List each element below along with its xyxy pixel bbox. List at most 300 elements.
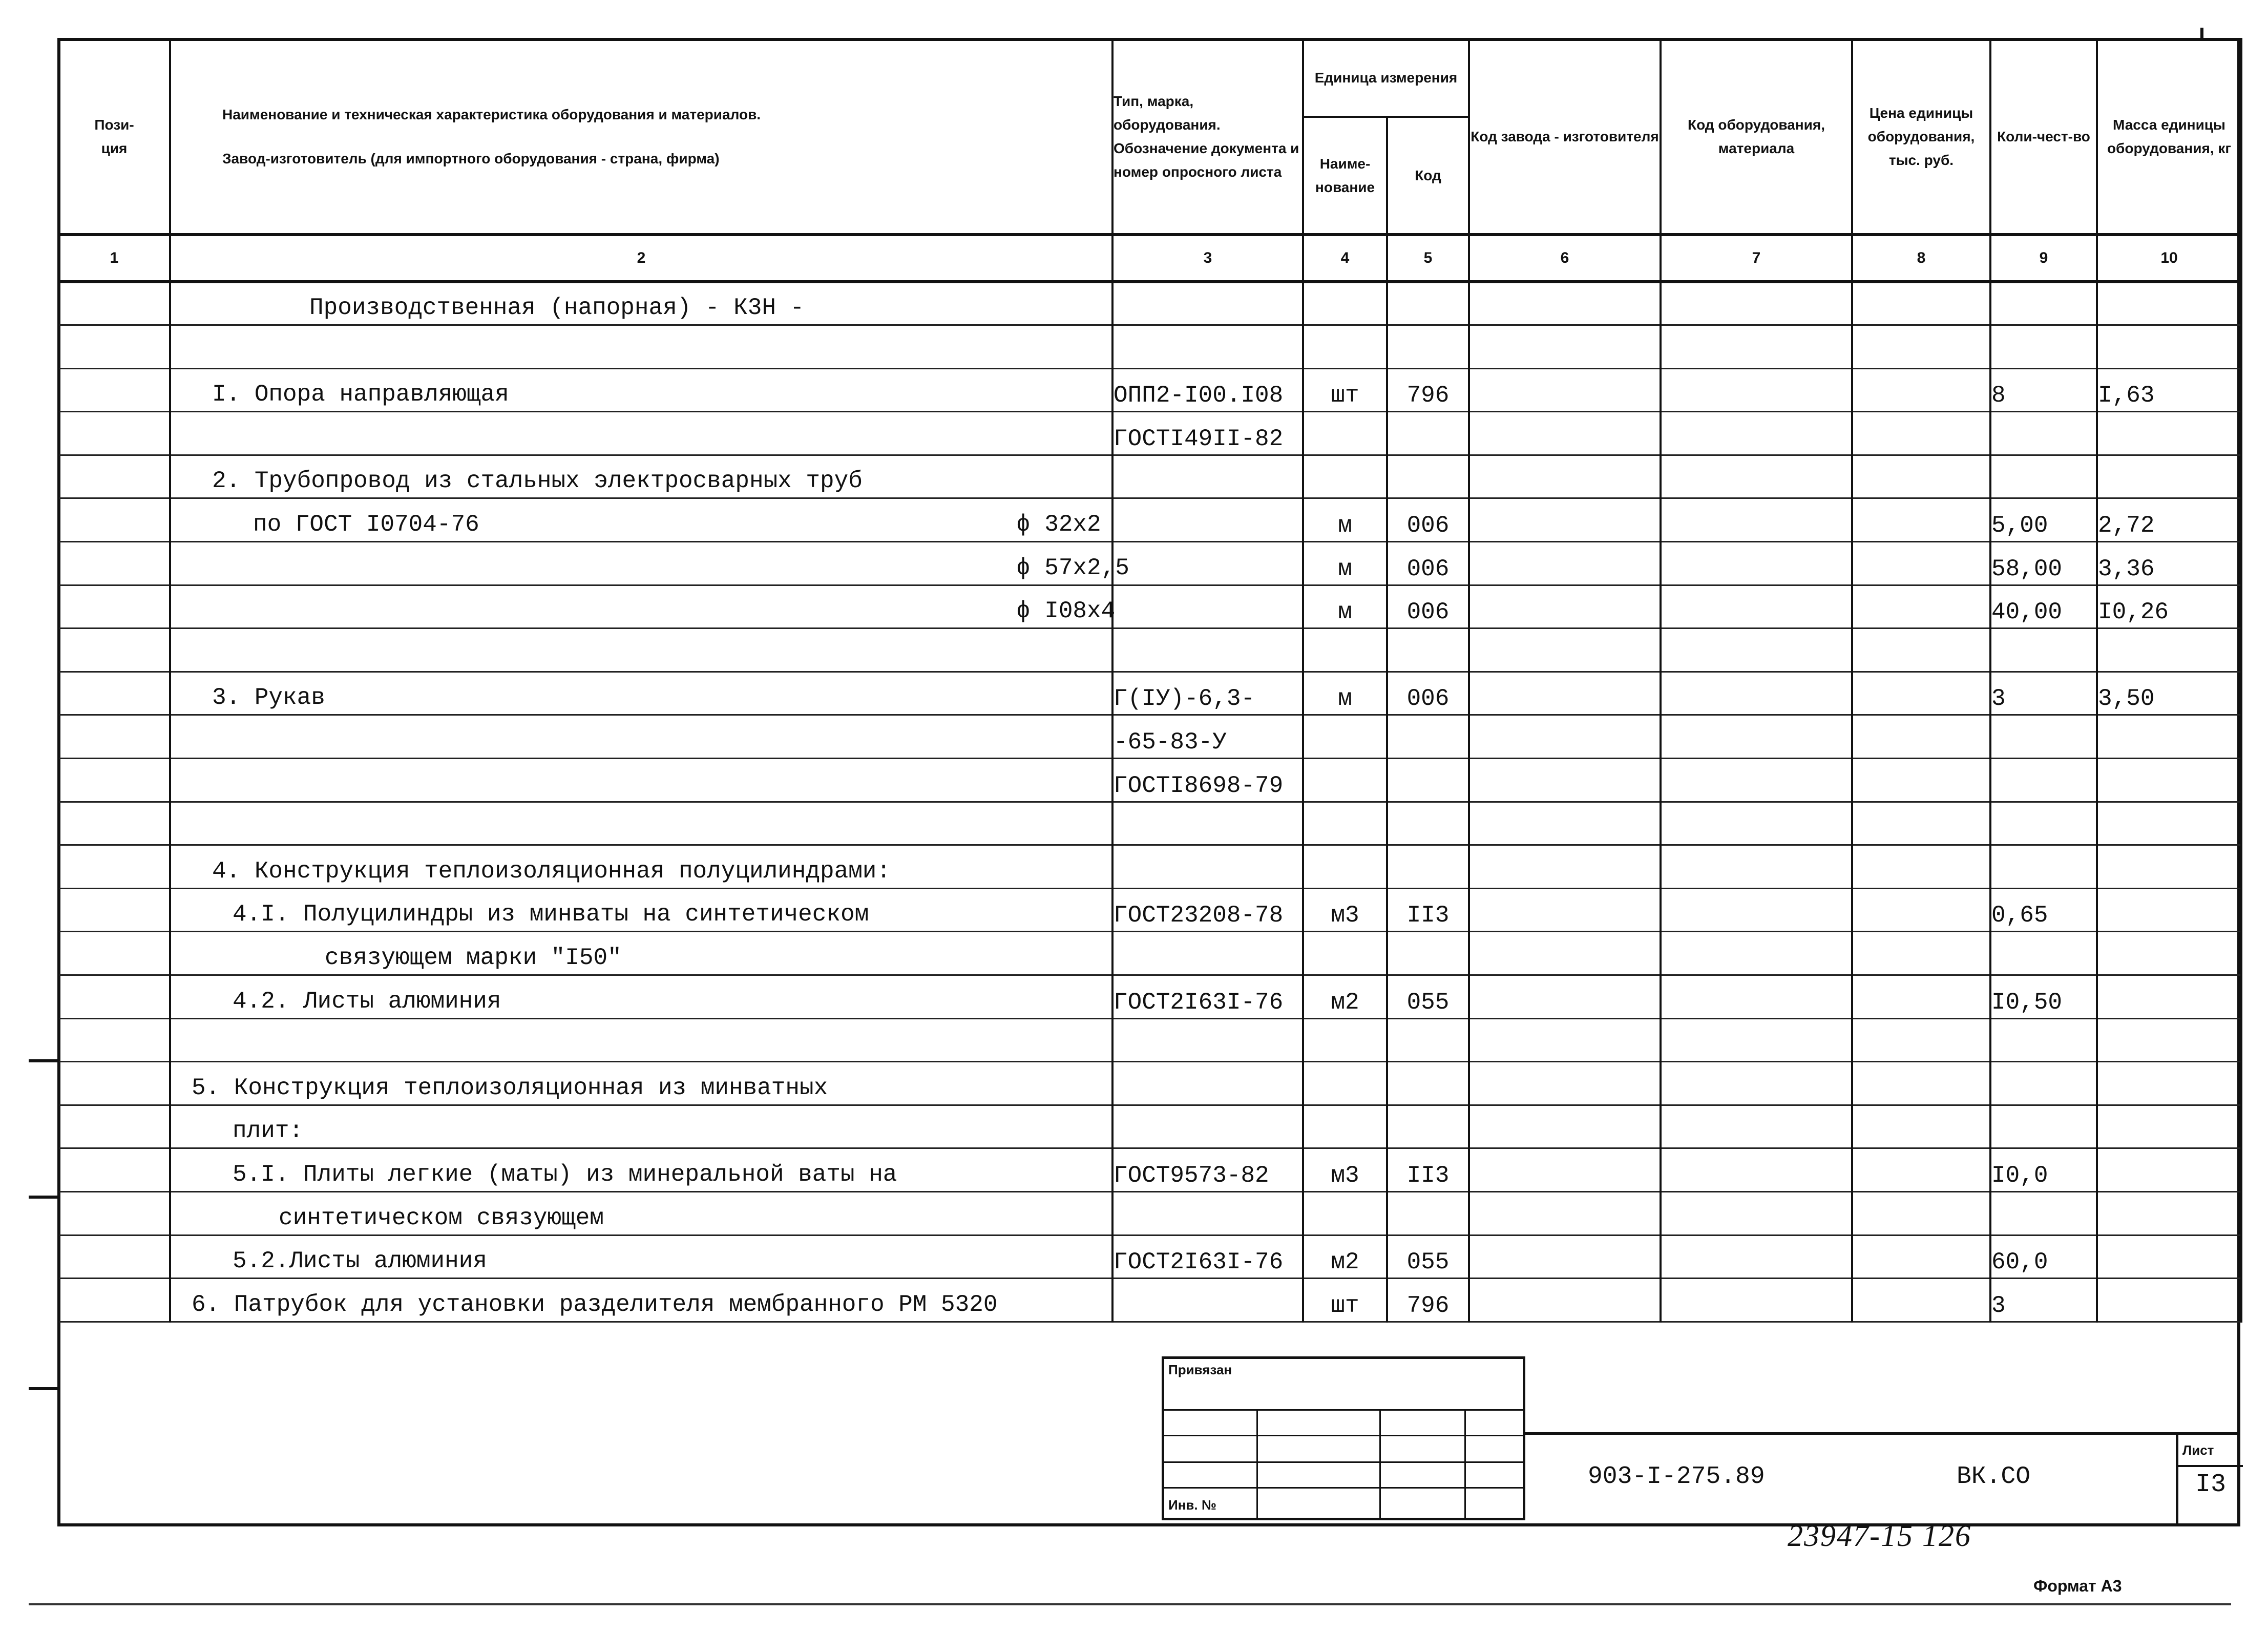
cell-price xyxy=(1852,1191,1990,1235)
cell-name xyxy=(170,1062,1112,1105)
cell-name xyxy=(170,1235,1112,1279)
cell-position xyxy=(58,759,170,802)
cell-unit-name xyxy=(1303,759,1387,802)
cell-position xyxy=(58,1018,170,1062)
table-row xyxy=(58,1235,2241,1279)
cell-factory-code xyxy=(1469,629,1661,672)
cell-unit-name xyxy=(1303,1018,1387,1062)
cell-name xyxy=(170,975,1112,1019)
cell-factory-code xyxy=(1469,585,1661,629)
cell-material-code xyxy=(1661,1105,1852,1148)
cell-material-code xyxy=(1661,498,1852,542)
header-unit-code: Код xyxy=(1387,117,1469,235)
document-section: ВК.СО xyxy=(1957,1463,2031,1491)
header-position: Пози- ция xyxy=(58,39,170,235)
cell-quantity: 0,65 xyxy=(1990,888,2097,932)
cell-factory-code xyxy=(1469,932,1661,975)
cell-unit-name xyxy=(1303,845,1387,889)
cell-position xyxy=(58,975,170,1019)
cell-position xyxy=(58,802,170,845)
cell-mass: I,63 xyxy=(2097,368,2241,412)
cell-unit-code: 055 xyxy=(1387,975,1469,1019)
sheet-number: I3 xyxy=(2195,1470,2226,1499)
table-row xyxy=(58,715,2241,759)
cell-factory-code xyxy=(1469,759,1661,802)
cell-unit-name xyxy=(1303,715,1387,759)
cell-unit-code xyxy=(1387,282,1469,325)
cell-price xyxy=(1852,542,1990,585)
cell-material-code xyxy=(1661,368,1852,412)
cell-unit-code xyxy=(1387,715,1469,759)
pipe-diameter: ϕ 57х2,5 xyxy=(1016,554,1129,581)
cell-type xyxy=(1112,629,1303,672)
cell-factory-code xyxy=(1469,455,1661,498)
cell-position xyxy=(58,932,170,975)
cell-unit-code xyxy=(1387,1191,1469,1235)
cell-position xyxy=(58,1105,170,1148)
sheet-divider xyxy=(2178,1465,2243,1467)
cell-quantity: 8 xyxy=(1990,368,2097,412)
cell-mass xyxy=(2097,282,2241,325)
cell-quantity xyxy=(1990,412,2097,455)
cell-unit-name: м xyxy=(1303,672,1387,715)
cell-unit-name: м3 xyxy=(1303,888,1387,932)
item-name: 5.2.Листы алюминия xyxy=(233,1248,487,1275)
cell-unit-name xyxy=(1303,932,1387,975)
table-row xyxy=(58,325,2241,369)
header-price: Цена единицы оборудования, тыс. руб. xyxy=(1852,39,1990,235)
cell-mass xyxy=(2097,802,2241,845)
cell-unit-name xyxy=(1303,1191,1387,1235)
header-material-code: Код оборудования, материала xyxy=(1661,39,1852,235)
cell-type xyxy=(1112,542,1303,585)
cell-mass xyxy=(2097,1062,2241,1105)
cell-name xyxy=(170,1018,1112,1062)
cell-mass xyxy=(2097,1105,2241,1148)
cell-mass xyxy=(2097,629,2241,672)
cell-unit-name: шт xyxy=(1303,1279,1387,1322)
format-label: Формат А3 xyxy=(2033,1577,2122,1595)
cell-unit-name: м xyxy=(1303,542,1387,585)
table-row xyxy=(58,759,2241,802)
cell-price xyxy=(1852,1235,1990,1279)
specification-table xyxy=(57,38,2242,1323)
cell-unit-name: шт xyxy=(1303,368,1387,412)
cell-name xyxy=(170,455,1112,498)
cell-type: ГОСТ2I63I-76 xyxy=(1112,1235,1303,1279)
cell-name xyxy=(170,888,1112,932)
header-name-line2: Завод-изготовитель (для импортного оборудования - страна, фирма) xyxy=(222,150,720,166)
cell-position xyxy=(58,585,170,629)
cell-factory-code xyxy=(1469,975,1661,1019)
cell-factory-code xyxy=(1469,802,1661,845)
header-unit-group: Единица измерения xyxy=(1303,39,1469,117)
header-type: Тип, марка, оборудования. Обозначение документа и номер опросного листа xyxy=(1112,39,1303,235)
cell-factory-code xyxy=(1469,1018,1661,1062)
cell-name xyxy=(170,282,1112,325)
item-name: 6. Патрубок для установки разделителя мембранного РМ 5320 xyxy=(192,1291,998,1318)
cell-type xyxy=(1112,802,1303,845)
col-number: 1 xyxy=(58,235,170,282)
cell-quantity: 3 xyxy=(1990,672,2097,715)
inventory-number: 23947-15 126 xyxy=(1788,1519,1971,1553)
table-row xyxy=(58,629,2241,672)
cell-price xyxy=(1852,1279,1990,1322)
cell-material-code xyxy=(1661,455,1852,498)
cell-type xyxy=(1112,1018,1303,1062)
table-row xyxy=(58,1062,2241,1105)
stamp-privyazan-label: Привязан xyxy=(1168,1362,1232,1377)
cell-name xyxy=(170,845,1112,889)
cell-unit-name xyxy=(1303,412,1387,455)
table-row xyxy=(58,845,2241,889)
item-name: 2. Трубопровод из стальных электросварных труб xyxy=(212,468,863,495)
cell-material-code xyxy=(1661,975,1852,1019)
cell-quantity: 60,0 xyxy=(1990,1235,2097,1279)
cell-price xyxy=(1852,715,1990,759)
stamp-line xyxy=(1164,1409,1523,1411)
cell-mass xyxy=(2097,1018,2241,1062)
cell-name xyxy=(170,629,1112,672)
header-quantity: Коли-чест-во xyxy=(1990,39,2097,235)
cell-price xyxy=(1852,759,1990,802)
stamp-line xyxy=(1164,1487,1523,1489)
cell-quantity xyxy=(1990,629,2097,672)
cell-type xyxy=(1112,1062,1303,1105)
cell-position xyxy=(58,542,170,585)
cell-quantity: 5,00 xyxy=(1990,498,2097,542)
cell-price xyxy=(1852,282,1990,325)
cell-price xyxy=(1852,1105,1990,1148)
table-row xyxy=(58,498,2241,542)
cell-name xyxy=(170,932,1112,975)
cell-mass xyxy=(2097,1148,2241,1192)
corner-mark xyxy=(2200,28,2203,38)
cell-factory-code xyxy=(1469,325,1661,369)
cell-position xyxy=(58,368,170,412)
cell-quantity xyxy=(1990,1191,2097,1235)
header-unit-name: Наиме-нование xyxy=(1303,117,1387,235)
cell-unit-code xyxy=(1387,1062,1469,1105)
cell-mass xyxy=(2097,1191,2241,1235)
cell-unit-code xyxy=(1387,455,1469,498)
cell-position xyxy=(58,282,170,325)
cell-mass xyxy=(2097,759,2241,802)
cell-name xyxy=(170,542,1129,585)
item-name: 3. Рукав xyxy=(212,684,325,711)
pipe-diameter: ϕ 32х2 xyxy=(1016,511,1101,538)
cell-material-code xyxy=(1661,715,1852,759)
cell-mass xyxy=(2097,845,2241,889)
cell-name xyxy=(170,368,1112,412)
col-number: 9 xyxy=(1990,235,2097,282)
table-row xyxy=(58,455,2241,498)
cell-type xyxy=(1112,498,1303,542)
pipe-diameter: ϕ I08х4 xyxy=(1016,598,1116,625)
cell-position xyxy=(58,455,170,498)
table-row xyxy=(58,282,2241,325)
cell-mass xyxy=(2097,1279,2241,1322)
cell-type: ОПП2-I00.I08 xyxy=(1112,368,1303,412)
header-name-line1: Наименование и техническая характеристика оборудования и материалов. xyxy=(222,106,761,122)
item-name: I. Опора направляющая xyxy=(212,381,509,408)
item-name: 4. Конструкция теплоизоляционная полуцилиндрами: xyxy=(212,857,891,885)
cell-material-code xyxy=(1661,845,1852,889)
cell-unit-code: 006 xyxy=(1387,672,1469,715)
col-number: 5 xyxy=(1387,235,1469,282)
cell-quantity xyxy=(1990,1062,2097,1105)
cell-name xyxy=(170,412,1112,455)
cell-material-code xyxy=(1661,759,1852,802)
cell-mass: 3,50 xyxy=(2097,672,2241,715)
table-row xyxy=(58,888,2241,932)
specification-rows xyxy=(58,282,2241,1322)
item-name: 5. Конструкция теплоизоляционная из минватных xyxy=(192,1074,828,1101)
cell-name xyxy=(170,498,1112,542)
col-number: 7 xyxy=(1661,235,1852,282)
cell-unit-code xyxy=(1387,759,1469,802)
margin-tick xyxy=(29,1059,58,1062)
item-name: плит: xyxy=(233,1118,304,1145)
cell-type: ГОСТ9573-82 xyxy=(1112,1148,1303,1192)
col-number: 2 xyxy=(170,235,1112,282)
cell-mass xyxy=(2097,888,2241,932)
cell-type xyxy=(1112,1191,1303,1235)
table-row xyxy=(58,1018,2241,1062)
binding-stamp xyxy=(1162,1356,1525,1520)
table-row xyxy=(58,368,2241,412)
cell-material-code xyxy=(1661,542,1852,585)
cell-mass: I0,26 xyxy=(2097,585,2241,629)
cell-position xyxy=(58,1279,170,1322)
cell-quantity: 40,00 xyxy=(1990,585,2097,629)
cell-name xyxy=(170,672,1112,715)
document-number: 903-I-275.89 xyxy=(1588,1463,1765,1491)
cell-factory-code xyxy=(1469,282,1661,325)
cell-quantity xyxy=(1990,1018,2097,1062)
table-row xyxy=(58,932,2241,975)
cell-unit-code: II3 xyxy=(1387,888,1469,932)
cell-unit-code: II3 xyxy=(1387,1148,1469,1192)
cell-quantity: I0,0 xyxy=(1990,1148,2097,1192)
cell-type xyxy=(1112,455,1303,498)
cell-unit-name xyxy=(1303,629,1387,672)
cell-quantity xyxy=(1990,802,2097,845)
cell-price xyxy=(1852,412,1990,455)
cell-price xyxy=(1852,802,1990,845)
cell-material-code xyxy=(1661,629,1852,672)
cell-type xyxy=(1112,1105,1303,1148)
stamp-line xyxy=(1256,1409,1258,1518)
cell-mass: 3,36 xyxy=(2097,542,2241,585)
cell-quantity: I0,50 xyxy=(1990,975,2097,1019)
table-row xyxy=(58,1191,2241,1235)
cell-material-code xyxy=(1661,672,1852,715)
cell-mass xyxy=(2097,455,2241,498)
item-name: 5.I. Плиты легкие (маты) из минеральной ваты на xyxy=(233,1161,897,1188)
table-row xyxy=(58,1105,2241,1148)
cell-unit-code xyxy=(1387,325,1469,369)
cell-unit-code: 006 xyxy=(1387,542,1469,585)
cell-material-code xyxy=(1661,888,1852,932)
cell-name xyxy=(170,1191,1112,1235)
cell-material-code xyxy=(1661,1018,1852,1062)
header-name xyxy=(170,39,1112,235)
cell-quantity xyxy=(1990,759,2097,802)
cell-quantity: 3 xyxy=(1990,1279,2097,1322)
stamp-line xyxy=(1464,1409,1466,1518)
cell-unit-code: 006 xyxy=(1387,585,1469,629)
cell-unit-code xyxy=(1387,932,1469,975)
cell-type xyxy=(1112,932,1303,975)
item-name: 4.I. Полуцилиндры из минваты на синтетическом xyxy=(233,901,869,928)
cell-price xyxy=(1852,585,1990,629)
cell-material-code xyxy=(1661,412,1852,455)
item-name: 4.2. Листы алюминия xyxy=(233,988,501,1015)
cell-position xyxy=(58,888,170,932)
cell-type: ГОСТI8698-79 xyxy=(1112,759,1303,802)
cell-material-code xyxy=(1661,802,1852,845)
col-number: 3 xyxy=(1112,235,1303,282)
cell-price xyxy=(1852,1148,1990,1192)
cell-unit-name xyxy=(1303,325,1387,369)
cell-type: ГОСТ2I63I-76 xyxy=(1112,975,1303,1019)
cell-mass xyxy=(2097,1235,2241,1279)
cell-unit-code: 055 xyxy=(1387,1235,1469,1279)
cell-name xyxy=(170,585,1116,629)
column-number-row xyxy=(58,235,2241,282)
cell-position xyxy=(58,715,170,759)
cell-price xyxy=(1852,629,1990,672)
cell-type: ГОСТI49II-82 xyxy=(1112,412,1303,455)
cell-type: ГОСТ23208-78 xyxy=(1112,888,1303,932)
item-name: по ГОСТ I0704-76 xyxy=(253,511,479,538)
header-mass: Масса единицы оборудования, кг xyxy=(2097,39,2241,235)
cell-unit-code xyxy=(1387,845,1469,889)
col-number: 6 xyxy=(1469,235,1661,282)
cell-price xyxy=(1852,1018,1990,1062)
cell-factory-code xyxy=(1469,1062,1661,1105)
cell-type: -65-83-У xyxy=(1112,715,1303,759)
cell-material-code xyxy=(1661,282,1852,325)
cell-unit-name xyxy=(1303,1105,1387,1148)
table-row xyxy=(58,412,2241,455)
cell-unit-name: м3 xyxy=(1303,1148,1387,1192)
cell-mass xyxy=(2097,975,2241,1019)
margin-tick xyxy=(29,1196,58,1199)
cell-material-code xyxy=(1661,585,1852,629)
cell-factory-code xyxy=(1469,542,1661,585)
item-name: синтетическом связующем xyxy=(279,1204,604,1231)
cell-factory-code xyxy=(1469,412,1661,455)
cell-unit-code: 796 xyxy=(1387,368,1469,412)
table-row xyxy=(58,585,2241,629)
stamp-line xyxy=(1379,1409,1381,1518)
cell-material-code xyxy=(1661,1062,1852,1105)
cell-unit-name xyxy=(1303,1062,1387,1105)
item-name: Производственная (напорная) - К3Н - xyxy=(309,295,805,322)
cell-price xyxy=(1852,498,1990,542)
cell-price xyxy=(1852,975,1990,1019)
cell-factory-code xyxy=(1469,715,1661,759)
stamp-inventory-label: Инв. № xyxy=(1168,1497,1216,1513)
cell-factory-code xyxy=(1469,672,1661,715)
cell-type xyxy=(1112,845,1303,889)
cell-factory-code xyxy=(1469,498,1661,542)
cell-factory-code xyxy=(1469,1279,1661,1322)
cell-factory-code xyxy=(1469,1191,1661,1235)
cell-mass xyxy=(2097,715,2241,759)
header-factory-code: Код завода - изготовителя xyxy=(1469,39,1661,235)
cell-position xyxy=(58,845,170,889)
cell-unit-name xyxy=(1303,802,1387,845)
cell-price xyxy=(1852,368,1990,412)
col-number: 8 xyxy=(1852,235,1990,282)
cell-type: Г(IУ)-6,3- xyxy=(1112,672,1303,715)
stamp-line xyxy=(1164,1435,1523,1436)
cell-position xyxy=(58,1062,170,1105)
cell-unit-name: м2 xyxy=(1303,975,1387,1019)
cell-position xyxy=(58,498,170,542)
cell-unit-code xyxy=(1387,629,1469,672)
cell-position xyxy=(58,629,170,672)
cell-price xyxy=(1852,845,1990,889)
cell-price xyxy=(1852,325,1990,369)
cell-unit-code xyxy=(1387,802,1469,845)
sheet-box xyxy=(2176,1432,2240,1523)
cell-price xyxy=(1852,932,1990,975)
cell-position xyxy=(58,412,170,455)
cell-unit-name: м xyxy=(1303,585,1387,629)
table-row xyxy=(58,542,2241,585)
cell-factory-code xyxy=(1469,845,1661,889)
cell-quantity xyxy=(1990,715,2097,759)
cell-price xyxy=(1852,672,1990,715)
sheet-label: Лист xyxy=(2182,1442,2214,1458)
col-number: 4 xyxy=(1303,235,1387,282)
table-row xyxy=(58,975,2241,1019)
cell-name xyxy=(170,1148,1112,1192)
cell-material-code xyxy=(1661,932,1852,975)
stamp-line xyxy=(1164,1461,1523,1463)
cell-material-code xyxy=(1661,1148,1852,1192)
cell-position xyxy=(58,672,170,715)
cell-unit-code: 006 xyxy=(1387,498,1469,542)
cell-type xyxy=(1112,1279,1303,1322)
cell-position xyxy=(58,1148,170,1192)
table-row xyxy=(58,1148,2241,1192)
cell-factory-code xyxy=(1469,1235,1661,1279)
cell-quantity xyxy=(1990,455,2097,498)
cell-position xyxy=(58,1235,170,1279)
cell-name xyxy=(170,715,1112,759)
cell-type xyxy=(1112,282,1303,325)
cell-quantity xyxy=(1990,932,2097,975)
table-row xyxy=(58,802,2241,845)
cell-name xyxy=(170,1279,1112,1322)
cell-quantity xyxy=(1990,282,2097,325)
cell-factory-code xyxy=(1469,368,1661,412)
cell-unit-name: м xyxy=(1303,498,1387,542)
cell-unit-code xyxy=(1387,412,1469,455)
cell-mass xyxy=(2097,932,2241,975)
cell-unit-code xyxy=(1387,1105,1469,1148)
cell-unit-name: м2 xyxy=(1303,1235,1387,1279)
cell-material-code xyxy=(1661,325,1852,369)
cell-price xyxy=(1852,455,1990,498)
item-name: связующем марки "I50" xyxy=(325,945,622,971)
table-row xyxy=(58,672,2241,715)
